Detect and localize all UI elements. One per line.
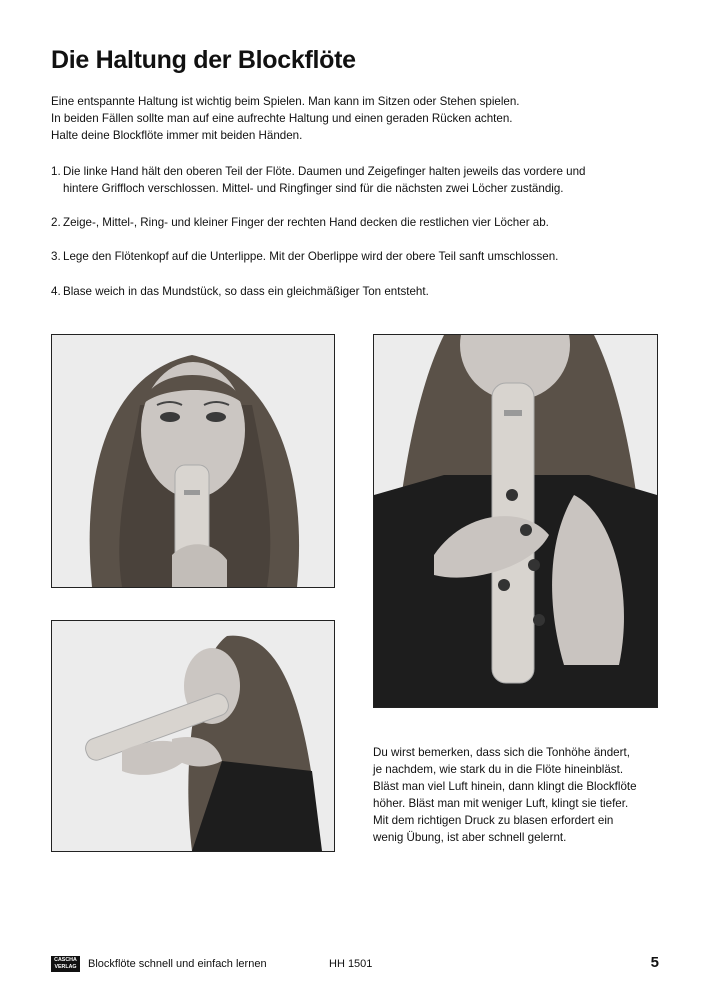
step-number: 4. bbox=[51, 285, 61, 298]
step-text: Lege den Flötenkopf auf die Unterlippe. Mit der Oberlippe wird der obere Teil sanft umschlossen. bbox=[63, 250, 559, 263]
step-text: Blase weich in das Mundstück, so dass ein gleichmäßiger Ton entsteht. bbox=[63, 285, 429, 298]
logo-text-line: VERLAG bbox=[54, 964, 77, 970]
note-line: Mit dem richtigen Druck zu blasen erfordert ein bbox=[373, 814, 614, 827]
note-line: Du wirst bemerken, dass sich die Tonhöhe ändert, bbox=[373, 746, 630, 759]
page-number: 5 bbox=[650, 954, 659, 971]
note-paragraph bbox=[373, 744, 673, 846]
step-number: 2. bbox=[51, 216, 61, 229]
instruction-step-2 bbox=[51, 214, 549, 231]
series-title: Blockflöte schnell und einfach lernen bbox=[88, 958, 267, 970]
step-number: 3. bbox=[51, 250, 61, 263]
instruction-step-4 bbox=[51, 283, 429, 300]
note-line: Bläst man viel Luft hinein, dann klingt die Blockflöte bbox=[373, 780, 637, 793]
photo-hands-closeup bbox=[373, 334, 658, 708]
photo-front-face-illustration bbox=[52, 335, 334, 587]
photo-hands-closeup-illustration bbox=[374, 335, 657, 707]
intro-paragraph bbox=[51, 93, 651, 144]
page-footer bbox=[51, 954, 661, 974]
photo-side-view bbox=[51, 620, 335, 852]
page-title: Die Haltung der Blockflöte bbox=[51, 46, 356, 74]
intro-line: In beiden Fällen sollte man auf eine aufrechte Haltung und einen geraden Rücken achten. bbox=[51, 112, 513, 125]
instruction-step-1 bbox=[51, 163, 585, 197]
catalog-code: HH 1501 bbox=[329, 958, 373, 970]
photo-front-face bbox=[51, 334, 335, 588]
note-line: wenig Übung, ist aber schnell gelernt. bbox=[373, 831, 567, 844]
step-text: Die linke Hand hält den oberen Teil der Flöte. Daumen und Zeigefinger halten jeweils das vordere und bbox=[63, 165, 586, 178]
photo-side-view-illustration bbox=[52, 621, 334, 851]
instruction-step-3 bbox=[51, 248, 558, 265]
note-line: je nachdem, wie stark du in die Flöte hineinbläst. bbox=[373, 763, 624, 776]
step-text: Zeige-, Mittel-, Ring- und kleiner Finger der rechten Hand decken die restlichen vier Löcher ab. bbox=[63, 216, 549, 229]
step-number: 1. bbox=[51, 165, 61, 178]
intro-line: Halte deine Blockflöte immer mit beiden Händen. bbox=[51, 129, 303, 142]
note-line: höher. Bläst man mit weniger Luft, klingt sie tiefer. bbox=[373, 797, 629, 810]
logo-text-line: CASCHA bbox=[54, 957, 77, 963]
step-text-continued: hintere Griffloch verschlossen. Mittel- und Ringfinger sind für die nächsten zwei Löcher zuständig. bbox=[63, 182, 564, 195]
intro-line: Eine entspannte Haltung ist wichtig beim Spielen. Man kann im Sitzen oder Stehen spielen. bbox=[51, 95, 520, 108]
publisher-logo bbox=[51, 956, 80, 972]
